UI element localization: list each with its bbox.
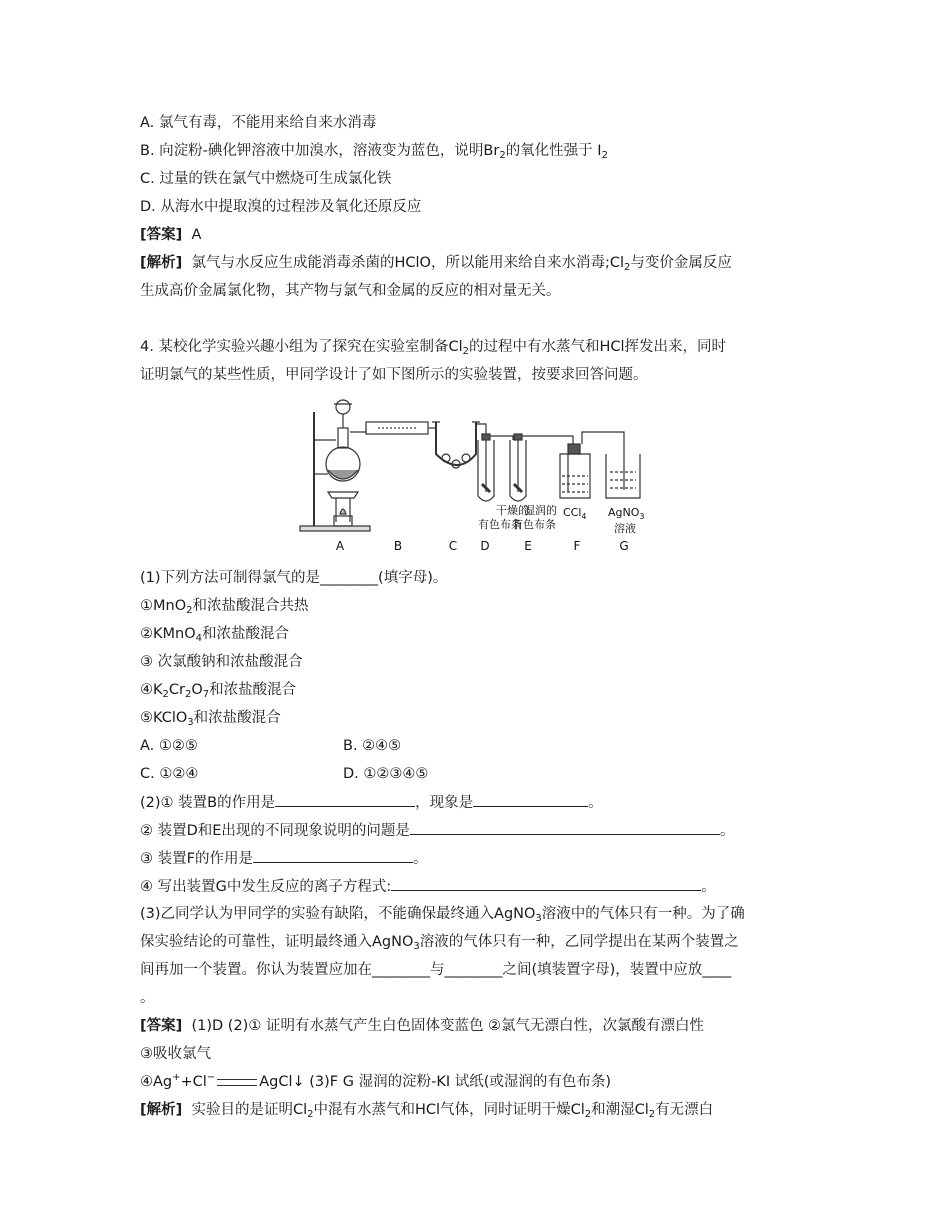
- choice-c: C. ①②④: [140, 766, 199, 782]
- flask-neck: [338, 428, 348, 448]
- part2-q4: ④ 写出装置G中发生反应的离子方程式: 。: [140, 876, 716, 897]
- letter-e: E: [524, 539, 532, 553]
- part2-q2: ② 装置D和E出现的不同现象说明的问题是 。: [140, 820, 734, 841]
- g-label: AgNO$_3$: [608, 506, 645, 521]
- blank: [391, 876, 701, 891]
- beaker-g: [606, 454, 640, 498]
- g-label-2: 溶液: [614, 522, 636, 535]
- blank: [410, 820, 720, 835]
- blank: [473, 792, 588, 807]
- separatory-funnel: [336, 400, 350, 414]
- q4-answer-line2: ③吸收氯气: [140, 1046, 211, 1062]
- letter-b: B: [393, 539, 403, 553]
- part2-q1: (2)① 装置B的作用是 ，现象是 。: [140, 792, 603, 813]
- q3-answer: [答案] A: [140, 227, 202, 243]
- q4-analysis: [解析] 实验目的是证明$Cl_2$中混有水蒸气和HCl气体，同时证明干燥$Cl_2$和潮湿$Cl_2$有无漂白: [140, 1102, 714, 1120]
- q4-answer-line3: ④Ag++Cl− AgCl↓ (3)F G 湿润的淀粉-KI 试纸(或湿润的有色布条): [140, 1072, 612, 1090]
- letter-g: G: [619, 539, 629, 553]
- method-4: $④K_2Cr_2O_7$和浓盐酸混合: [140, 682, 297, 700]
- d-label-2: 有色布条: [478, 518, 522, 531]
- q3-analysis-line1: [解析] 氯气与水反应生成能消毒杀菌的HClO，所以能用来给自来水消毒$;Cl_2$与变价金属反应: [140, 255, 732, 273]
- choice-a: A. ①②⑤: [140, 738, 198, 754]
- q4-answer-line1: [答案] (1)D (2)① 证明有水蒸气产生白色固体变蓝色 ②氯气无漂白性，次氯酸有漂白性: [140, 1018, 705, 1034]
- letter-f: F: [573, 539, 581, 553]
- blank: [275, 792, 415, 807]
- d-label-1: 干燥的: [496, 504, 529, 517]
- e-label-2: 有色布条: [512, 518, 556, 531]
- e-label-1b: 湿润的: [524, 504, 557, 517]
- choice-d: D. ①②③④⑤: [343, 766, 429, 782]
- option-d: D. 从海水中提取溴的过程涉及氧化还原反应: [140, 199, 422, 215]
- letter-c: C: [448, 539, 458, 553]
- q4-stem-line1: 4. 某校化学实验兴趣小组为了探究在实验室制备$Cl_2$的过程中有水蒸气和HCl挥发出来，同时: [140, 339, 727, 357]
- method-3: ③ 次氯酸钠和浓盐酸混合: [140, 654, 303, 670]
- part3-line1: (3)乙同学认为甲同学的实验有缺陷，不能确保最终通入AgNO$_3$溶液中的气体只有一种。为了确: [140, 906, 745, 924]
- q3-analysis-line2: 生成高价金属氯化物，其产物与氯气和金属的反应的相对量无关。: [140, 283, 561, 299]
- q4-stem-line2: 证明氯气的某些性质，甲同学设计了如下图所示的实验装置，按要求回答问题。: [140, 367, 648, 383]
- part3-line3: 间再加一个装置。你认为装置应加在________与________之间(填装置字母)，装置中应放____: [140, 962, 732, 978]
- option-c: C. 过量的铁在氯气中燃烧可生成氯化铁: [140, 171, 392, 187]
- burner-flame: [340, 509, 346, 514]
- letter-d: D: [480, 539, 490, 553]
- experiment-apparatus-figure: [298, 392, 648, 557]
- part3-line2: 保实验结论的可靠性，证明最终通入AgNO$_3$溶液的气体只有一种，乙同学提出在某两个装置之: [140, 934, 739, 952]
- blank: [253, 848, 413, 863]
- method-5: ⑤KClO$_3$和浓盐酸混合: [140, 710, 281, 728]
- equation-equals-sign: [217, 1079, 257, 1086]
- option-a: A. 氯气有毒，不能用来给自来水消毒: [140, 115, 377, 131]
- part3-line4: 。: [140, 990, 155, 1006]
- option-b: B. 向淀粉-碘化钾溶液中加溴水，溶液变为蓝色，说明$Br_2$的氧化性强于 $I_2$: [140, 143, 608, 161]
- method-2: ②KMnO$_4$和浓盐酸混合: [140, 626, 289, 644]
- f-label: CCl$_4$: [563, 506, 587, 521]
- part1-question: (1)下列方法可制得氯气的是________(填字母)。: [140, 570, 448, 586]
- part2-q3: ③ 装置F的作用是 。: [140, 848, 427, 869]
- choice-b: B. ②④⑤: [343, 738, 402, 754]
- method-1: ①MnO$_2$和浓盐酸混合共热: [140, 598, 309, 616]
- letter-a: A: [335, 539, 345, 553]
- stand-base: [300, 526, 370, 531]
- drying-tube-b: [366, 422, 428, 434]
